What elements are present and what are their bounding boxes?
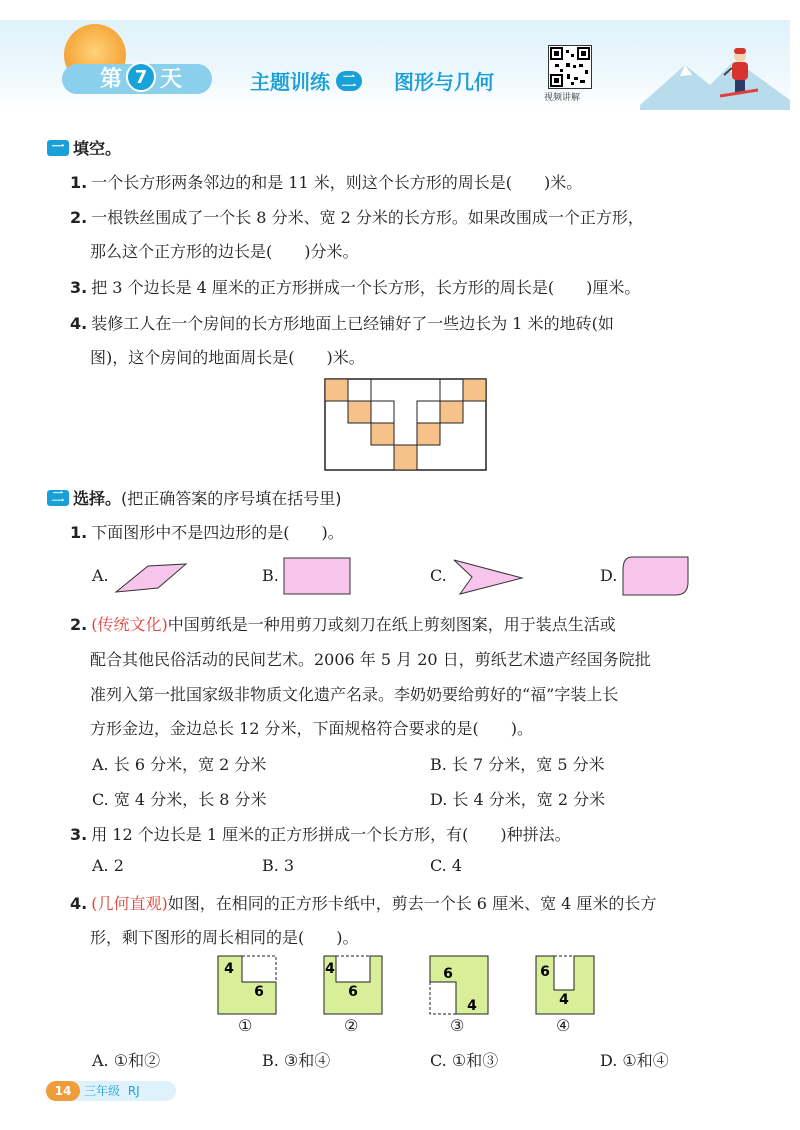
topic-number: 二	[336, 71, 362, 91]
question-number: 4.	[70, 314, 88, 333]
s2-q2-option-c: C. 宽 4 分米，长 8 分米	[92, 790, 267, 809]
s2-q4-option-a: A. ①和②	[92, 1051, 161, 1070]
day-number: 7	[126, 62, 156, 92]
question-tag: (传统文化)	[91, 615, 168, 634]
day-prefix: 第	[100, 66, 123, 92]
s2-question-2-line2: 配合其他民俗活动的民间艺术。2006 年 5 月 20 日，剪纸艺术遗产经国务院批	[90, 650, 651, 669]
s2-question-4	[70, 891, 656, 914]
s1-question-3	[70, 275, 640, 298]
qr-caption: 视频讲解	[544, 93, 581, 103]
s2-question-1	[70, 520, 344, 543]
card-2-dim-b: 6	[348, 984, 358, 1000]
question-text: 一个长方形两条邻边的和是 11 米，则这个长方形的周长是( )米。	[91, 173, 583, 192]
skier-mountain-icon	[640, 30, 790, 110]
question-number: 3.	[70, 278, 88, 297]
page-number: 14	[46, 1081, 80, 1101]
question-number: 2.	[70, 208, 88, 227]
s2-q2-option-b: B. 长 7 分米，宽 5 分米	[430, 755, 605, 774]
s2-question-2-line4: 方形金边，金边总长 12 分米，下面规格符合要求的是( )。	[90, 719, 534, 738]
question-number: 2.	[70, 615, 88, 634]
card-4-dim-b: 4	[559, 992, 569, 1008]
card-3-dim-a: 6	[443, 966, 453, 982]
topic-heading	[250, 66, 494, 95]
s1-question-1	[70, 170, 582, 193]
question-text: 中国剪纸是一种用剪刀或刻刀在纸上剪刻图案，用于装点生活或	[167, 615, 616, 634]
question-number: 1.	[70, 173, 88, 192]
question-text: 下面图形中不是四边形的是( )。	[91, 523, 344, 542]
card-figure-2	[322, 954, 386, 1016]
card-figure-4	[534, 954, 598, 1016]
s2-q2-option-d: D. 长 4 分米，宽 2 分米	[430, 790, 606, 809]
grade-label	[84, 1082, 140, 1099]
s1-question-4-line2: 图)，这个房间的地面周长是( )米。	[90, 348, 365, 367]
s2-q1-option-a-label: A.	[92, 566, 109, 585]
section1-heading	[47, 136, 121, 159]
s1-question-4	[70, 311, 614, 334]
section2-note: (把正确答案的序号填在括号里)	[121, 489, 342, 508]
card-1-label: ①	[238, 1016, 253, 1035]
card-2-label: ②	[344, 1016, 359, 1035]
rectangle-shape-b	[282, 556, 354, 596]
card-figure-3	[428, 954, 492, 1016]
card-figure-1	[216, 954, 280, 1016]
rounded-shape-d	[620, 554, 692, 598]
arrow-shape-c	[450, 556, 526, 596]
quadrilateral-shape-a	[112, 560, 192, 596]
day-suffix: 天	[160, 66, 183, 92]
card-1-dim-b: 6	[254, 984, 264, 1000]
s2-q2-option-a: A. 长 6 分米，宽 2 分米	[92, 755, 267, 774]
topic-prefix: 主题训练	[250, 70, 330, 94]
s2-q4-option-b: B. ③和④	[262, 1051, 331, 1070]
question-text: 用 12 个边长是 1 厘米的正方形拼成一个长方形，有( )种拼法。	[91, 825, 571, 844]
card-2-dim-a: 4	[325, 961, 335, 977]
question-text: 如图，在相同的正方形卡纸中，剪去一个长 6 厘米、宽 4 厘米的长方	[167, 894, 657, 913]
question-number: 4.	[70, 894, 88, 913]
section2-badge: 二	[47, 490, 69, 506]
s2-q1-option-c-label: C.	[430, 566, 447, 585]
card-3-label: ③	[450, 1016, 465, 1035]
question-number: 3.	[70, 825, 88, 844]
card-4-label: ④	[556, 1016, 571, 1035]
card-1-dim-a: 4	[224, 961, 234, 977]
qr-code-icon[interactable]	[548, 45, 592, 89]
section2-heading	[47, 486, 342, 509]
s2-question-2-line3: 准列入第一批国家级非物质文化遗产名录。李奶奶要给剪好的“福”字装上长	[90, 685, 619, 704]
question-text: 把 3 个边长是 4 厘米的正方形拼成一个长方形，长方形的周长是( )厘米。	[91, 278, 641, 297]
s2-q3-option-c: C. 4	[430, 856, 463, 875]
question-tag: (几何直观)	[91, 894, 168, 913]
s1-question-2	[70, 205, 644, 228]
s2-q3-option-a: A. 2	[92, 856, 124, 875]
day-label	[100, 60, 210, 94]
question-number: 1.	[70, 523, 88, 542]
s2-q1-option-b-label: B.	[262, 566, 279, 585]
question-text: 一根铁丝围成了一个长 8 分米、宽 2 分米的长方形。如果改围成一个正方形，	[91, 208, 644, 227]
s2-q4-option-c: C. ①和③	[430, 1051, 499, 1070]
s2-q3-option-b: B. 3	[262, 856, 295, 875]
card-4-dim-a: 6	[540, 964, 550, 980]
section1-badge: 一	[47, 140, 69, 156]
grade-text: 三年级	[84, 1084, 121, 1098]
edition-text: RJ	[127, 1084, 140, 1098]
tile-floor-figure	[324, 378, 488, 472]
s2-q4-option-d: D. ①和④	[600, 1051, 669, 1070]
section1-title: 填空。	[73, 139, 122, 158]
section2-title: 选择。	[73, 489, 122, 508]
s2-question-4-line2: 形，剩下图形的周长相同的是( )。	[90, 928, 359, 947]
question-text: 装修工人在一个房间的长方形地面上已经铺好了一些边长为 1 米的地砖(如	[91, 314, 614, 333]
topic-title: 图形与几何	[394, 70, 494, 94]
s2-question-2	[70, 612, 616, 635]
card-3-dim-b: 4	[467, 998, 477, 1014]
s2-q1-option-d-label: D.	[600, 566, 618, 585]
s1-question-2-line2: 那么这个正方形的边长是( )分米。	[90, 242, 359, 261]
s2-question-3	[70, 822, 571, 845]
